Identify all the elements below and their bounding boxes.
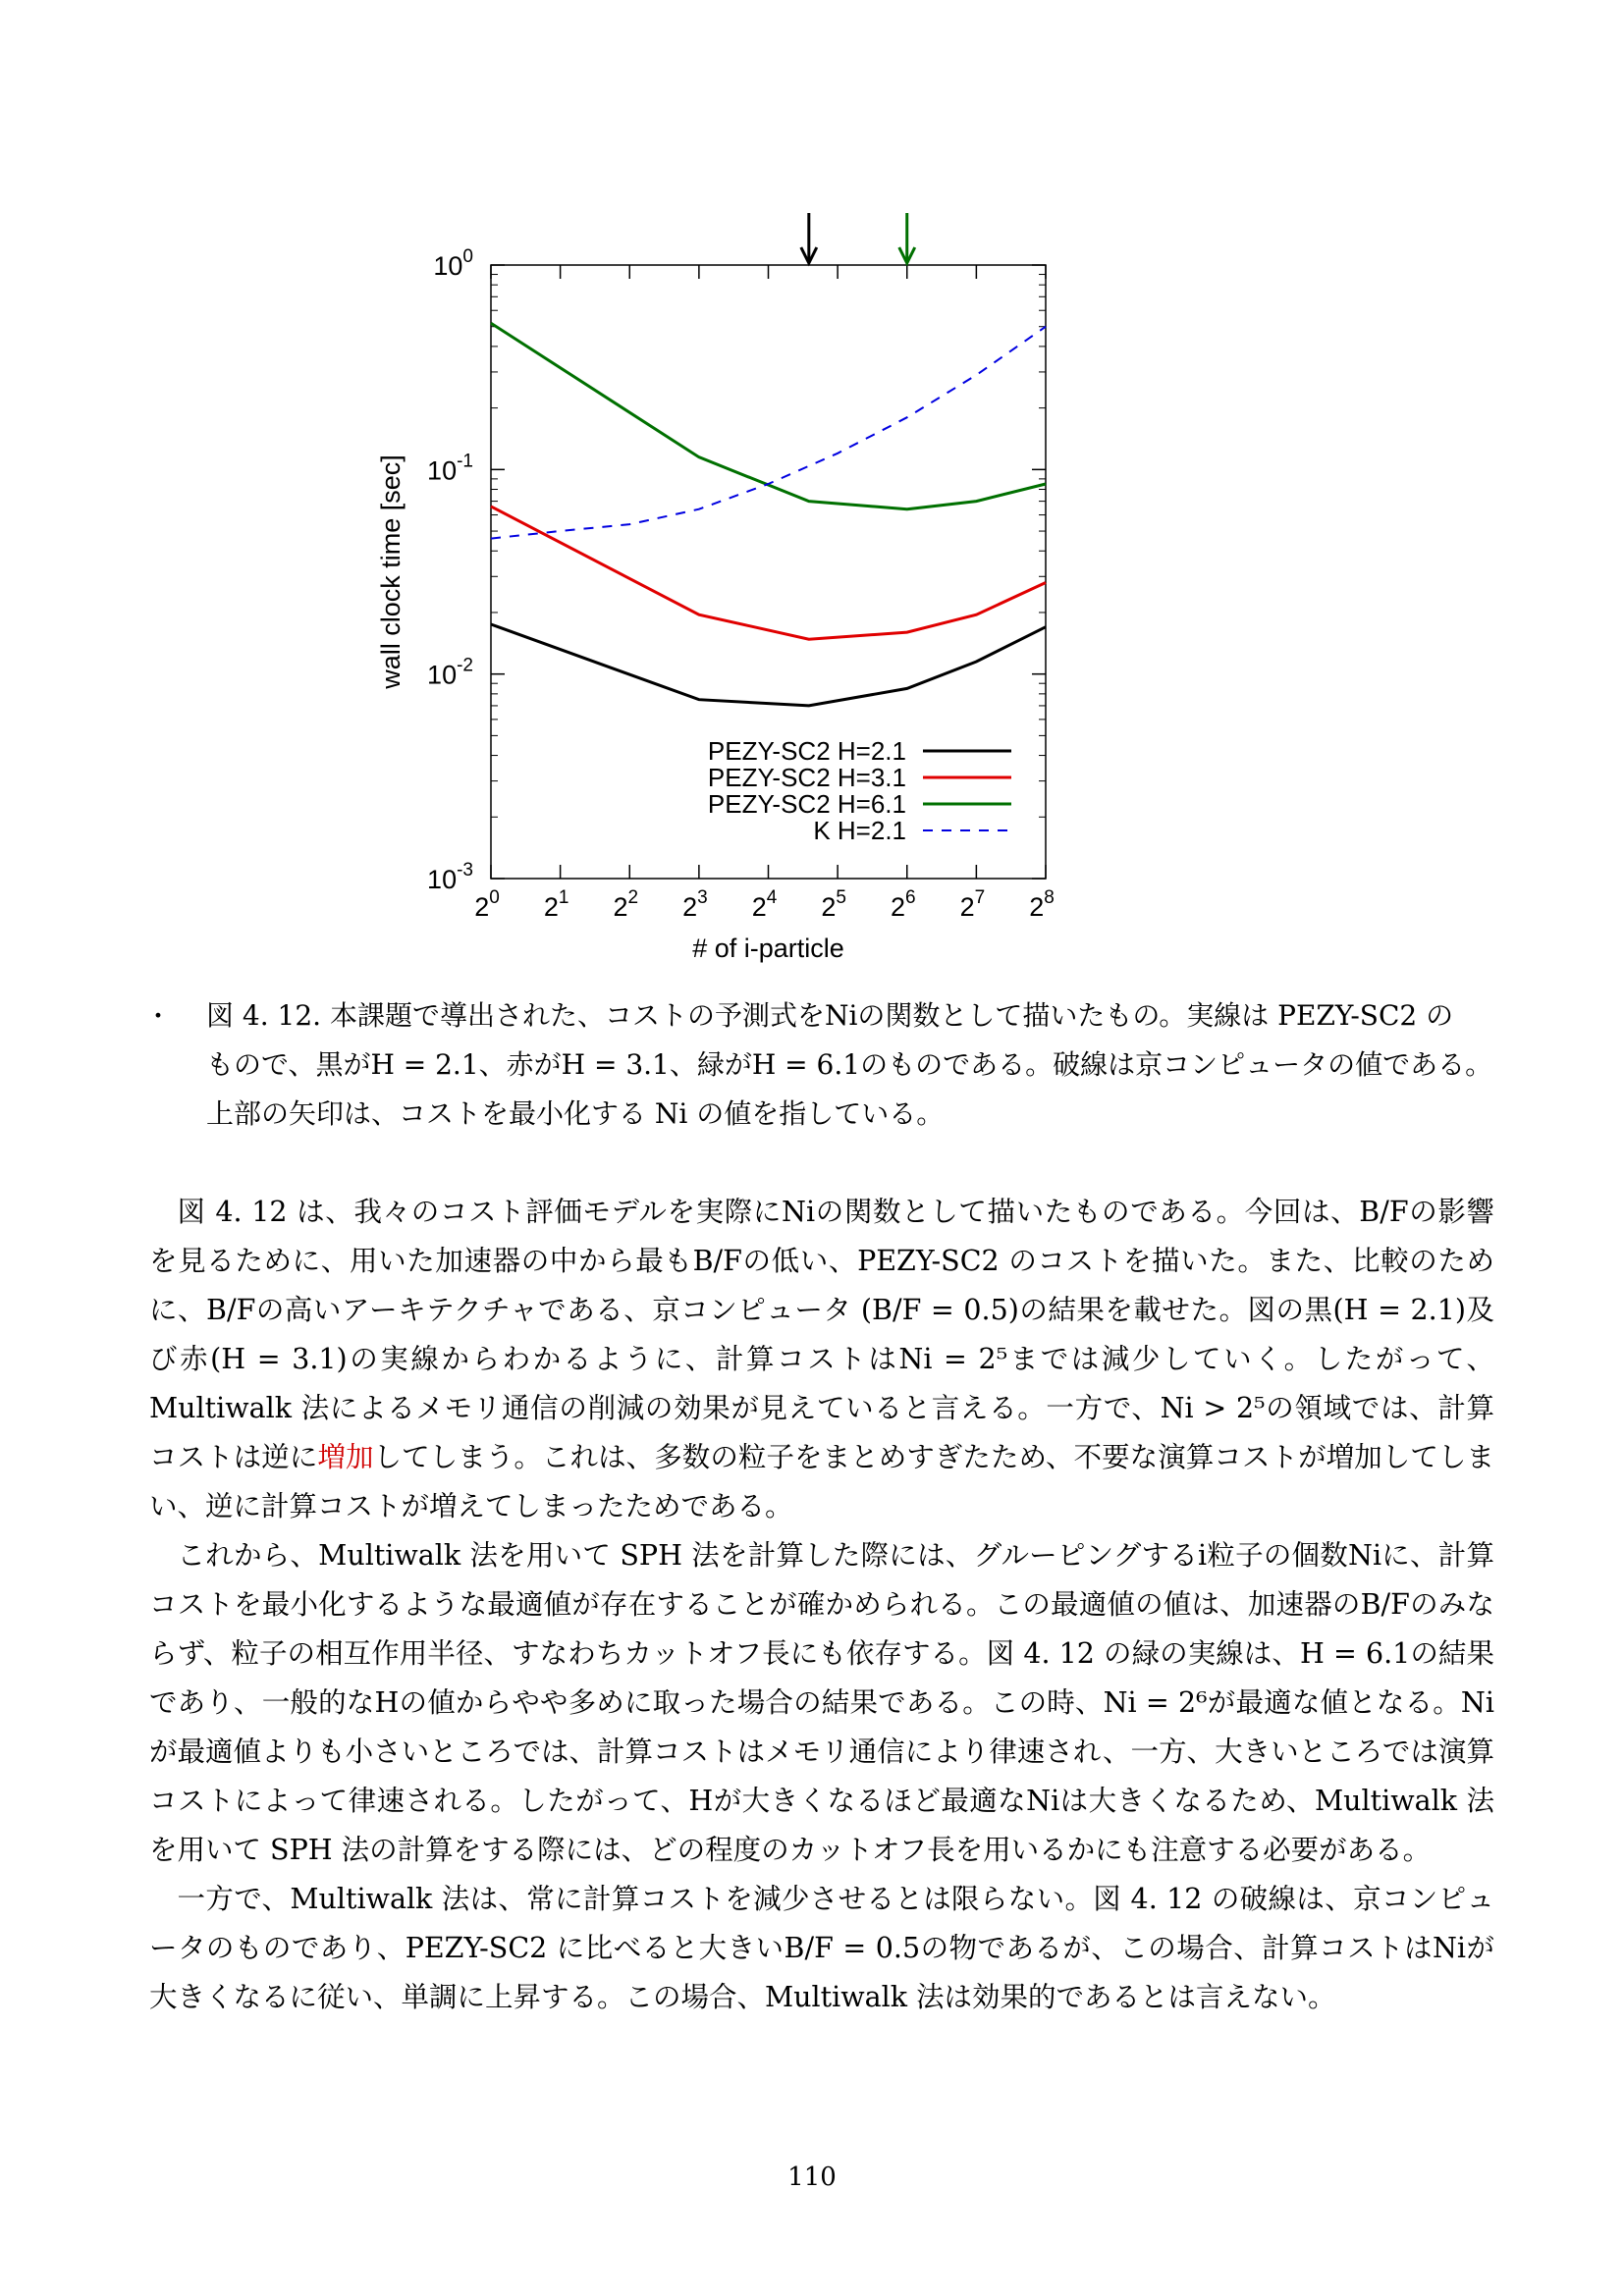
x-tick-label: $2^1$ xyxy=(543,887,569,922)
paragraph-1-part-b: してしまう。これは、多数の粒子をまとめすぎたため、不要な演算コストが増加してしまい、逆に計算コストが増えてしまったためである。 xyxy=(149,1441,1494,1522)
cost-chart xyxy=(363,191,1090,977)
y-tick-label: $10^{-2}$ xyxy=(427,655,473,690)
highlighted-word: 増加 xyxy=(317,1441,374,1473)
series-line-1 xyxy=(491,624,1046,706)
body-text xyxy=(149,1188,1494,2022)
paragraph-1 xyxy=(149,1188,1494,1531)
y-tick-label: $10^{-1}$ xyxy=(427,451,473,486)
x-tick-label: $2^6$ xyxy=(890,887,916,922)
caption-line-1: 図 4. 12. 本課題で導出された、コストの予測式をNiの関数として描いたもの。実線は PEZY-SC2 の xyxy=(206,999,1454,1032)
caption-line-2: もので、黒がH = 2.1、赤がH = 3.1、緑がH = 6.1のものである。破線は京コンピュータの値である。 xyxy=(206,1048,1493,1081)
x-tick-label: $2^8$ xyxy=(1029,887,1055,922)
paragraph-1-part-a: 図 4. 12 は、我々のコスト評価モデルを実際にNiの関数として描いたものである。今回は、B/Fの影響を見るために、用いた加速器の中から最もB/Fの低い、PEZY-SC2 のコストを描いた。また、比較のために、B/Fの高いアーキテクチャである、京コンピュータ (B/F = 0.5)の結果を載せた。図の黒(H = 2.1)及び赤(H = 3.1)の実線からわかるように、計算コストはNi = 2⁵までは減少していく。したがって、Multiwalk 法によるメモリ通信の削減の効果が見えていると言える。一方で、Ni > 2⁵の領域では、計算コストは逆に xyxy=(149,1196,1494,1473)
y-axis-label: wall clock time [sec] xyxy=(376,454,406,689)
paragraph-2: これから、Multiwalk 法を用いて SPH 法を計算した際には、グルーピングするi粒子の個数Niに、計算コストを最小化するような最適値が存在することが確かめられる。この最適値の値は、加速器のB/Fのみならず、粒子の相互作用半径、すなわちカットオフ長にも依存する。図 4. 12 の緑の実線は、H = 6.1の結果であり、一般的なHの値からやや多めに取った場合の結果である。この時、Ni = 2⁶が最適な値となる。Niが最適値よりも小さいところでは、計算コストはメモリ通信により律速され、一方、大きいところでは演算コストによって律速される。したがって、Hが大きくなるほど最適なNiは大きくなるため、Multiwalk 法を用いて SPH 法の計算をする際には、どの程度のカットオフ長を用いるかにも注意する必要がある。 xyxy=(149,1539,1494,1866)
legend-label-4: K H=2.1 xyxy=(813,816,906,845)
legend-label-2: PEZY-SC2 H=3.1 xyxy=(707,763,906,792)
x-tick-label: $2^2$ xyxy=(613,887,639,922)
legend-label-3: PEZY-SC2 H=6.1 xyxy=(707,789,906,819)
caption-bullet: ・ xyxy=(145,1002,172,1032)
y-tick-label: $10^{-3}$ xyxy=(427,860,473,894)
x-tick-label: $2^5$ xyxy=(821,887,846,922)
legend-label-1: PEZY-SC2 H=2.1 xyxy=(707,736,906,766)
series-line-3 xyxy=(491,323,1046,509)
figure-caption xyxy=(206,991,1502,1139)
x-tick-label: $2^0$ xyxy=(474,887,500,922)
x-tick-label: $2^3$ xyxy=(682,887,708,922)
x-tick-label: $2^4$ xyxy=(751,887,778,922)
x-tick-label: $2^7$ xyxy=(959,887,986,922)
page-number: 110 xyxy=(787,2163,837,2192)
x-axis-label: # of i-particle xyxy=(692,934,844,963)
series-line-4 xyxy=(491,327,1046,539)
paragraph-3: 一方で、Multiwalk 法は、常に計算コストを減少させるとは限らない。図 4. 12 の破線は、京コンピュータのものであり、PEZY-SC2 に比べると大きいB/F = 0.5の物であるが、この場合、計算コストはNiが大きくなるに従い、単調に上昇する。この場合、Multiwalk 法は効果的であるとは言えない。 xyxy=(149,1883,1494,2013)
caption-line-3: 上部の矢印は、コストを最小化する Ni の値を指している。 xyxy=(206,1097,945,1130)
y-tick-label: $10^0$ xyxy=(433,246,473,281)
series-line-2 xyxy=(491,507,1046,639)
